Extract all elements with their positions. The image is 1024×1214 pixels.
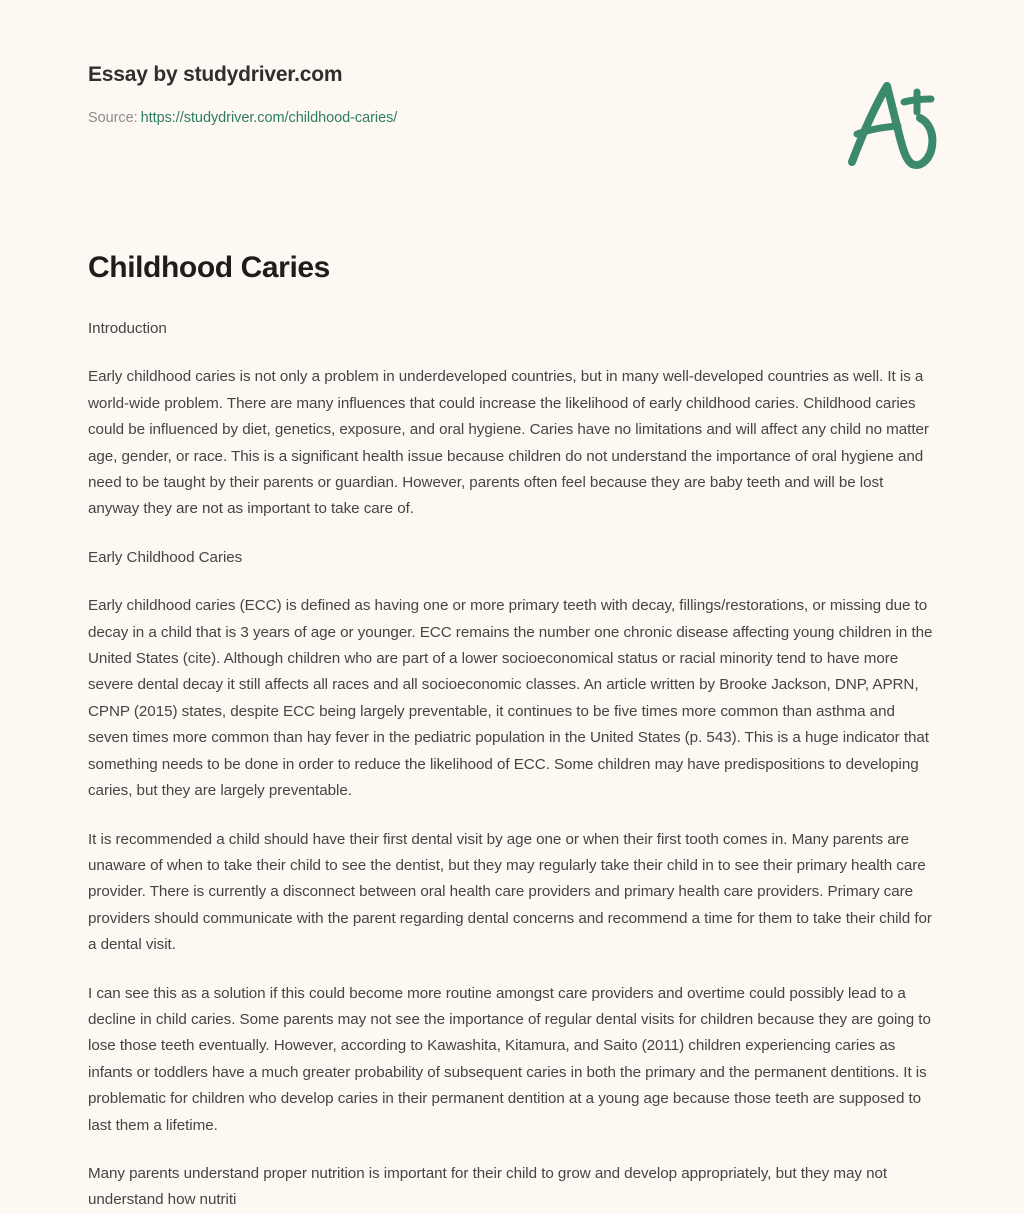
source-url-link[interactable]: https://studydriver.com/childhood-caries/	[140, 110, 398, 127]
source-line	[88, 109, 936, 128]
paragraph: Early childhood caries (ECC) is defined as having one or more primary teeth with decay, fillings/restorations, or missing due to decay in a child that is 3 years of age or younger. ECC remains the number one chronic disease affecting young children in the United States (cite). Although children who are part of a lower socioeconomical status or racial minority tend to have more severe dental decay it still affects all races and all socioeconomic classes. An article written by Brooke Jackson, DNP, APRN, CPNP (2015) states, despite ECC being largely preventable, it continues to be five times more common than asthma and seven times more common than hay fever in the pediatric population in the United States (p. 543). This is a huge indicator that something needs to be done in order to reduce the likelihood of ECC. Some children may have predispositions to developing caries, but they are largely preventable.	[88, 597, 933, 800]
brand-title: Essay by studydriver.com	[88, 63, 343, 86]
studydriver-a-plus-logo-icon[interactable]	[838, 78, 946, 170]
section-heading-introduction: Introduction	[88, 320, 167, 337]
paragraph: Early childhood caries is not only a problem in underdeveloped countries, but in many well-developed countries as well. It is a world-wide problem. There are many influences that could increase the likelihood of early childhood caries. Childhood caries could be influenced by diet, genetics, exposure, and oral hygiene. Caries have no limitations and will affect any child no matter age, gender, or race. This is a significant health issue because children do not understand the importance of oral hygiene and need to be taught by their parents or guardian. However, parents often feel because they are baby teeth and will be lost anyway they are not as important to take care of.	[88, 368, 929, 518]
page-header	[0, 0, 1024, 190]
page-title: Childhood Caries	[88, 251, 330, 284]
article-container	[0, 250, 1024, 1214]
paragraph: It is recommended a child should have their first dental visit by age one or when their first tooth comes in. Many parents are unaware of when to take their child to see the dentist, but they may regularly take their child in to see their primary health care provider. There is currently a disconnect between oral health care providers and primary health care providers. Primary care providers should communicate with the parent regarding dental concerns and recommend a time for them to take their child for a dental visit.	[88, 830, 932, 954]
source-label: Source:	[88, 110, 138, 127]
article-body	[88, 316, 936, 1214]
section-heading-early-childhood-caries: Early Childhood Caries	[88, 548, 243, 566]
paragraph: I can see this as a solution if this could become more routine amongst care providers and overtime could possibly lead to a decline in child caries. Some parents may not see the importance of regular dental visits for children because they are going to lose those teeth eventually. However, according to Kawashita, Kitamura, and Saito (2011) children experiencing caries as infants or toddlers have a much greater probability of subsequent caries in both the primary and the permanent dentitions. It is problematic for children who develop caries in their permanent dentition at a young age because those teeth are supposed to last them a lifetime.	[88, 984, 931, 1134]
paragraph-truncated: Many parents understand proper nutrition is important for their child to grow and develop appropriately, but they may not understand how nutriti	[88, 1164, 888, 1209]
